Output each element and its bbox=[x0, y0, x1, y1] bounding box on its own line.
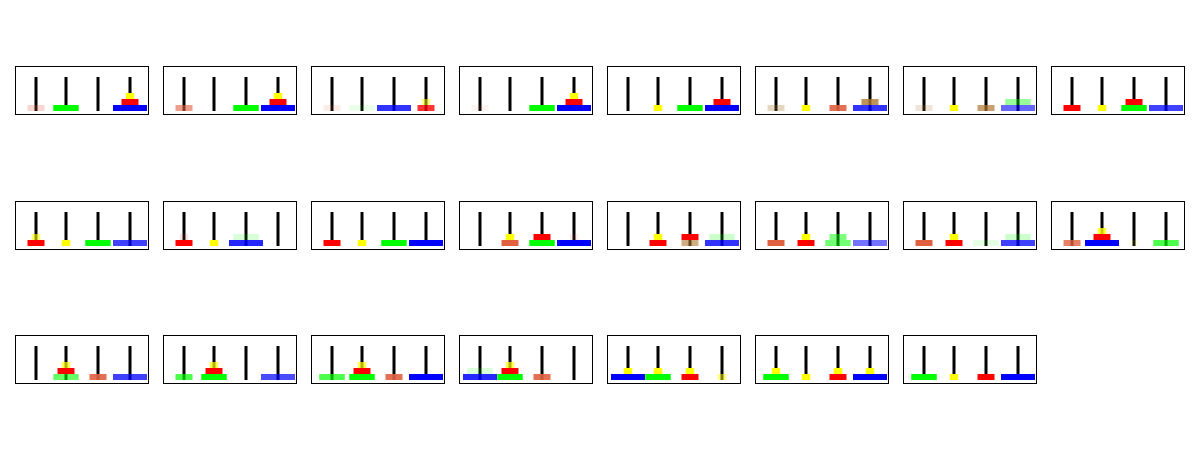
disk bbox=[830, 105, 847, 111]
puzzle-panel bbox=[164, 336, 297, 384]
disk bbox=[1149, 105, 1183, 111]
disk bbox=[53, 374, 79, 380]
disk bbox=[377, 105, 411, 111]
puzzle-panel bbox=[608, 202, 741, 250]
disk bbox=[354, 368, 371, 374]
disk bbox=[1001, 240, 1035, 246]
puzzle-panel bbox=[16, 67, 149, 115]
puzzle-panel bbox=[164, 202, 297, 250]
disk bbox=[1001, 374, 1035, 380]
disk bbox=[682, 374, 699, 380]
puzzle-panel bbox=[460, 336, 593, 384]
disk bbox=[1098, 105, 1107, 111]
disk bbox=[1001, 105, 1035, 111]
puzzle-panel bbox=[608, 336, 741, 384]
disk bbox=[705, 240, 739, 246]
disk bbox=[418, 105, 435, 111]
disk bbox=[506, 234, 515, 240]
disk bbox=[802, 374, 811, 380]
puzzle-panel bbox=[312, 67, 445, 115]
disk bbox=[386, 374, 403, 380]
peg bbox=[627, 77, 630, 111]
disk bbox=[570, 93, 579, 99]
disk bbox=[206, 368, 223, 374]
disk bbox=[1005, 234, 1031, 240]
puzzle-panel bbox=[1052, 67, 1185, 115]
disk bbox=[233, 105, 259, 111]
disk bbox=[472, 105, 489, 111]
peg bbox=[573, 346, 576, 380]
disk bbox=[1085, 240, 1119, 246]
disk bbox=[113, 240, 147, 246]
disk bbox=[866, 368, 875, 374]
puzzle-panel bbox=[904, 202, 1037, 250]
disk bbox=[534, 374, 551, 380]
disk bbox=[422, 99, 431, 105]
disk bbox=[768, 240, 785, 246]
disk bbox=[53, 105, 79, 111]
disk bbox=[90, 374, 107, 380]
disk bbox=[654, 368, 663, 374]
disk bbox=[950, 234, 959, 240]
peg bbox=[35, 346, 38, 380]
disk bbox=[113, 374, 147, 380]
disk bbox=[830, 234, 847, 240]
disk bbox=[270, 99, 287, 105]
disk bbox=[1098, 228, 1107, 234]
puzzle-panel bbox=[312, 336, 445, 384]
disk bbox=[830, 374, 847, 380]
puzzle-panel bbox=[756, 67, 889, 115]
disk bbox=[502, 368, 519, 374]
disk bbox=[261, 374, 295, 380]
disk bbox=[409, 374, 443, 380]
disk bbox=[28, 105, 45, 111]
disk bbox=[853, 105, 887, 111]
disk bbox=[229, 240, 263, 246]
disk bbox=[686, 368, 695, 374]
disk bbox=[358, 240, 367, 246]
disk bbox=[709, 234, 735, 240]
disk bbox=[682, 234, 699, 240]
disk bbox=[349, 374, 375, 380]
disk bbox=[210, 362, 219, 368]
disk bbox=[682, 240, 699, 246]
disk bbox=[1094, 234, 1111, 240]
peg bbox=[479, 212, 482, 246]
peg bbox=[245, 346, 248, 380]
disk bbox=[381, 240, 407, 246]
disk bbox=[349, 105, 375, 111]
disk bbox=[358, 362, 367, 368]
disk bbox=[1121, 105, 1147, 111]
disk bbox=[624, 368, 633, 374]
disk bbox=[180, 234, 189, 240]
disk bbox=[409, 240, 443, 246]
disk bbox=[946, 240, 963, 246]
disk bbox=[570, 234, 579, 240]
disk bbox=[319, 374, 345, 380]
disk bbox=[862, 99, 879, 105]
disk bbox=[176, 374, 193, 380]
disk bbox=[467, 368, 493, 374]
puzzle-panel bbox=[16, 336, 149, 384]
disk bbox=[529, 240, 555, 246]
disk bbox=[916, 240, 933, 246]
disk bbox=[973, 240, 999, 246]
disk bbox=[58, 368, 75, 374]
disk bbox=[557, 240, 591, 246]
puzzle-panel bbox=[460, 202, 593, 250]
disk bbox=[916, 105, 933, 111]
disk bbox=[853, 374, 887, 380]
disk bbox=[28, 240, 45, 246]
disk bbox=[557, 105, 591, 111]
puzzle-panel bbox=[164, 67, 297, 115]
disk bbox=[853, 240, 887, 246]
puzzle-panel bbox=[904, 67, 1037, 115]
peg bbox=[277, 212, 280, 246]
puzzle-panel bbox=[312, 202, 445, 250]
disk bbox=[772, 368, 781, 374]
disk bbox=[502, 240, 519, 246]
disk bbox=[324, 240, 341, 246]
disk bbox=[802, 234, 811, 240]
disk bbox=[324, 105, 341, 111]
disk bbox=[1005, 99, 1031, 105]
disk bbox=[645, 374, 671, 380]
disk bbox=[654, 234, 663, 240]
disk bbox=[802, 105, 811, 111]
disk bbox=[176, 105, 193, 111]
peg bbox=[627, 212, 630, 246]
disk bbox=[677, 105, 703, 111]
disk bbox=[62, 362, 71, 368]
puzzle-panel bbox=[904, 336, 1037, 384]
disk bbox=[32, 234, 41, 240]
disk bbox=[176, 240, 193, 246]
puzzle-panel bbox=[756, 202, 889, 250]
disk bbox=[62, 240, 71, 246]
puzzle-panel bbox=[16, 202, 149, 250]
disk bbox=[463, 374, 497, 380]
disk bbox=[718, 374, 727, 380]
disk bbox=[529, 105, 555, 111]
disk bbox=[274, 93, 283, 99]
puzzle-panel bbox=[1052, 202, 1185, 250]
disk bbox=[122, 99, 139, 105]
disk bbox=[978, 374, 995, 380]
disk bbox=[201, 374, 227, 380]
disk bbox=[950, 374, 959, 380]
disk bbox=[768, 105, 785, 111]
peg bbox=[213, 77, 216, 111]
disk bbox=[911, 374, 937, 380]
disk bbox=[85, 240, 111, 246]
disk bbox=[611, 374, 645, 380]
puzzle-panel bbox=[608, 67, 741, 115]
disk bbox=[798, 240, 815, 246]
disk bbox=[650, 240, 667, 246]
disk bbox=[978, 105, 995, 111]
puzzle-panel bbox=[756, 336, 889, 384]
peg bbox=[97, 77, 100, 111]
disk bbox=[825, 240, 851, 246]
disk bbox=[1064, 240, 1081, 246]
disk bbox=[233, 234, 259, 240]
disk bbox=[113, 105, 147, 111]
disk bbox=[714, 99, 731, 105]
disk bbox=[834, 368, 843, 374]
disk bbox=[534, 234, 551, 240]
disk bbox=[210, 240, 219, 246]
disk bbox=[705, 105, 739, 111]
disk bbox=[1130, 240, 1139, 246]
disk bbox=[654, 105, 663, 111]
peg bbox=[509, 77, 512, 111]
puzzle-panel bbox=[460, 67, 593, 115]
disk bbox=[950, 105, 959, 111]
disk bbox=[1153, 240, 1179, 246]
disk bbox=[497, 374, 523, 380]
disk bbox=[506, 362, 515, 368]
disk bbox=[763, 374, 789, 380]
disk bbox=[126, 93, 135, 99]
disk bbox=[1064, 105, 1081, 111]
disk bbox=[1126, 99, 1143, 105]
disk bbox=[566, 99, 583, 105]
disk bbox=[261, 105, 295, 111]
